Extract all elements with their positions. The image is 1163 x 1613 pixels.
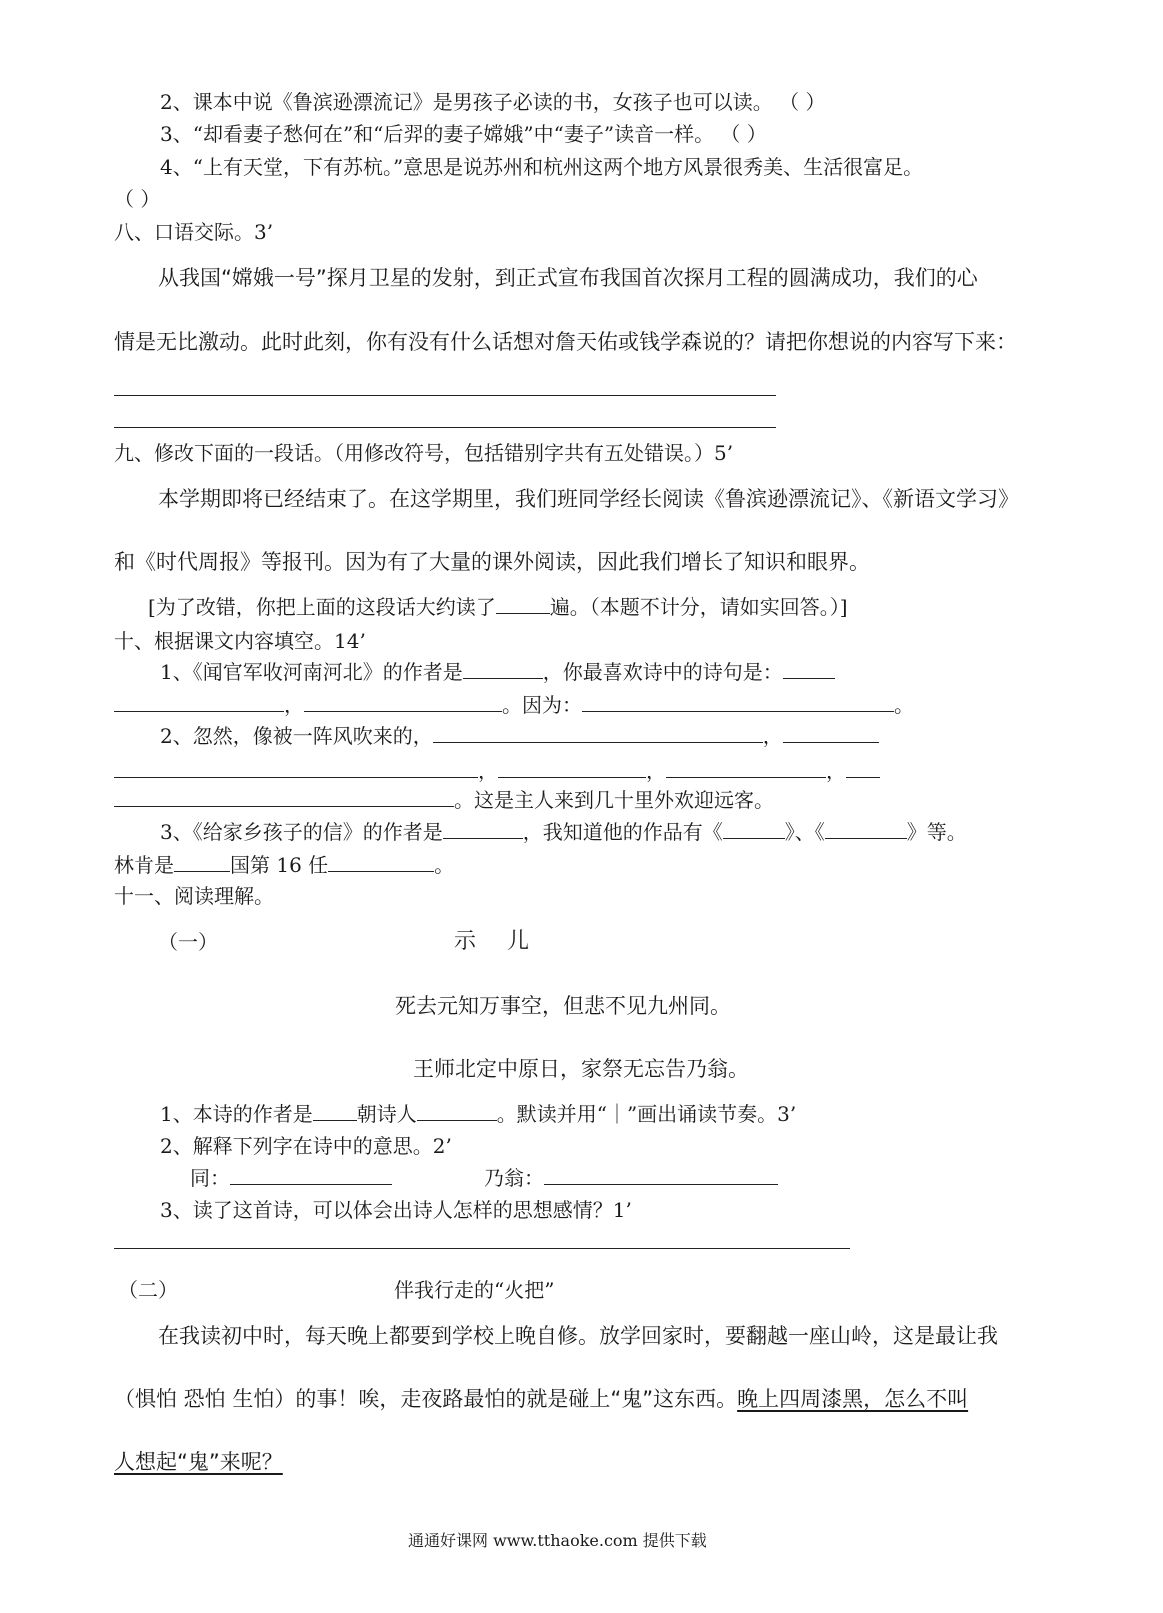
q10-item-3-work-1-blank[interactable]	[723, 820, 785, 839]
q11-q1-prompt: 1、本诗的作者是	[160, 1102, 313, 1126]
q10-item-2-blank-1[interactable]	[433, 724, 763, 743]
q9-paragraph-line-1: 本学期即将已经结束了。在这学期里，我们班同学经长阅读《鲁滨逊漂流记》、《新语文学习》	[158, 487, 1019, 511]
story-line-2	[114, 1386, 968, 1412]
q10-because-label: 。因为：	[502, 693, 582, 717]
period: 。	[894, 693, 914, 717]
q10-item-1-line-1	[160, 659, 835, 685]
q10-item-2-prompt: 2、忽然，像被一阵风吹来的，	[160, 724, 433, 748]
q7-item-4-answer-paren: （ ）	[114, 187, 161, 211]
q10-item-2-line-3	[114, 787, 774, 813]
story-line-3	[114, 1449, 283, 1475]
q10-item-2-line-2	[114, 758, 880, 784]
q11-question-1	[160, 1101, 796, 1127]
q8-paragraph-line-1: 从我国“嫦娥一号”探月卫星的发射，到正式宣布我国首次探月工程的圆满成功，我们的心	[158, 266, 978, 290]
q11-part-1-label: （一）	[158, 930, 218, 954]
q11-q1-poet-label: 朝诗人	[356, 1102, 417, 1126]
q10-item-2-blank-4[interactable]	[498, 759, 646, 778]
q8-answer-line-2[interactable]	[114, 427, 776, 428]
q8-answer-line-1[interactable]	[114, 395, 776, 396]
q10-term-prompt: 国第 16 任	[230, 853, 329, 877]
footer-source: 通通好课网 www.tthaoke.com 提供下载	[408, 1531, 707, 1550]
q8-heading: 八、口语交际。3’	[114, 220, 274, 244]
q11-tong-blank[interactable]	[230, 1166, 392, 1185]
q11-part-2-label: （二）	[118, 1278, 178, 1302]
q10-item-3-author-blank[interactable]	[443, 820, 523, 839]
q10-item-1-line-2	[114, 692, 914, 718]
q11-naiweng-blank[interactable]	[544, 1166, 778, 1185]
story-title: 伴我行走的“火把”	[394, 1278, 555, 1302]
q7-item-4: 4、“上有天堂，下有苏杭。”意思是说苏州和杭州这两个地方风景很秀美、生活很富足。	[160, 155, 924, 179]
q10-author-blank[interactable]	[463, 660, 543, 679]
q10-item-2-blank-2[interactable]	[783, 724, 879, 743]
q11-dynasty-blank[interactable]	[313, 1102, 357, 1121]
comma: ，	[826, 759, 846, 783]
q10-item-2-ending: 。这是主人来到几十里外欢迎远客。	[454, 788, 774, 812]
q10-favorite-line-blank-b[interactable]	[114, 693, 284, 712]
story-line-2-text: （惧怕 恐怕 生怕）的事！唉，走夜路最怕的就是碰上“鬼”这东西。	[114, 1387, 738, 1411]
q11-question-3-answer-line[interactable]	[114, 1248, 850, 1249]
comma: ，	[762, 724, 783, 748]
comma: ，	[478, 759, 498, 783]
story-line-1: 在我读初中时，每天晚上都要到学校上晚自修。放学回家时，要翻越一座山岭，这是最让我	[158, 1324, 998, 1348]
comma: ，	[284, 693, 304, 717]
q11-question-2-answers	[190, 1165, 778, 1191]
q10-country-blank[interactable]	[174, 853, 230, 872]
q9-note-end: 遍。（本题不计分，请如实回答。）]	[549, 595, 848, 619]
q10-heading: 十、根据课文内容填空。14’	[114, 629, 366, 653]
q8-paragraph-line-2: 情是无比激动。此时此刻，你有没有什么话想对詹天佑或钱学森说的？请把你想说的内容写下来：	[114, 330, 1017, 354]
q9-heading: 九、修改下面的一段话。（用修改符号，包括错别字共有五处错误。）5’	[114, 441, 734, 465]
q11-heading: 十一、阅读理解。	[114, 884, 274, 908]
q10-item-3-line-1	[160, 819, 967, 845]
q11-q1-rhythm: 。默读并用“｜”画出诵读节奏。3’	[496, 1102, 797, 1126]
q10-item-3-end: 》等。	[906, 820, 967, 844]
q9-paragraph-line-2: 和《时代周报》等报刊。因为有了大量的课外阅读，因此我们增长了知识和眼界。	[114, 550, 870, 574]
q10-favorite-line-blank-c[interactable]	[304, 693, 502, 712]
comma: ，	[646, 759, 666, 783]
poem-line-1: 死去元知万事空，但悲不见九州同。	[395, 994, 731, 1018]
q10-title-blank[interactable]	[328, 853, 434, 872]
q10-item-1-favorite-prompt: ，你最喜欢诗中的诗句是：	[542, 660, 783, 684]
q10-item-3-separator: 》、《	[784, 820, 825, 844]
q7-item-2: 2、课本中说《鲁滨逊漂流记》是男孩子必读的书，女孩子也可以读。 （ ）	[160, 90, 826, 114]
story-underlined-sentence-a: 晚上四周漆黑，怎么不叫	[737, 1387, 969, 1411]
q10-item-2-blank-7[interactable]	[114, 788, 454, 807]
q10-item-3-works-prompt: ，我知道他的作品有《	[522, 820, 723, 844]
q10-item-2-blank-3[interactable]	[114, 759, 478, 778]
q11-poet-blank[interactable]	[417, 1102, 497, 1121]
q10-item-3-work-2-blank[interactable]	[825, 820, 907, 839]
q9-read-count-blank[interactable]	[496, 595, 550, 614]
q10-item-1-prompt: 1、《闻官军收河南河北》的作者是	[160, 660, 463, 684]
q10-lincoln-prompt: 林肯是	[114, 853, 174, 877]
q10-item-3-prompt: 3、《给家乡孩子的信》的作者是	[160, 820, 443, 844]
q10-because-blank[interactable]	[582, 693, 894, 712]
q10-item-2-blank-5[interactable]	[666, 759, 826, 778]
q9-note-start: [为了改错，你把上面的这段话大约读了	[148, 595, 496, 619]
poem-line-2: 王师北定中原日，家祭无忘告乃翁。	[413, 1057, 749, 1081]
q11-question-3: 3、读了这首诗，可以体会出诗人怎样的思想感情？1’	[160, 1198, 632, 1222]
q11-naiweng-label: 乃翁：	[484, 1166, 544, 1190]
q10-item-2-line-1	[160, 723, 879, 749]
poem-title: 示 儿	[454, 929, 541, 954]
q11-tong-label: 同：	[190, 1166, 230, 1190]
q7-item-3: 3、“却看妻子愁何在”和“后羿的妻子嫦娥”中“妻子”读音一样。 （ ）	[160, 122, 767, 146]
q10-item-2-blank-6[interactable]	[846, 759, 880, 778]
q10-favorite-line-blank-a[interactable]	[783, 660, 835, 679]
period: 。	[434, 853, 455, 877]
story-underlined-sentence-b: 人想起“鬼”来呢？	[114, 1450, 283, 1474]
q10-item-3-line-2	[114, 852, 454, 878]
q9-note	[148, 594, 848, 620]
q11-question-2: 2、解释下列字在诗中的意思。2’	[160, 1134, 452, 1158]
